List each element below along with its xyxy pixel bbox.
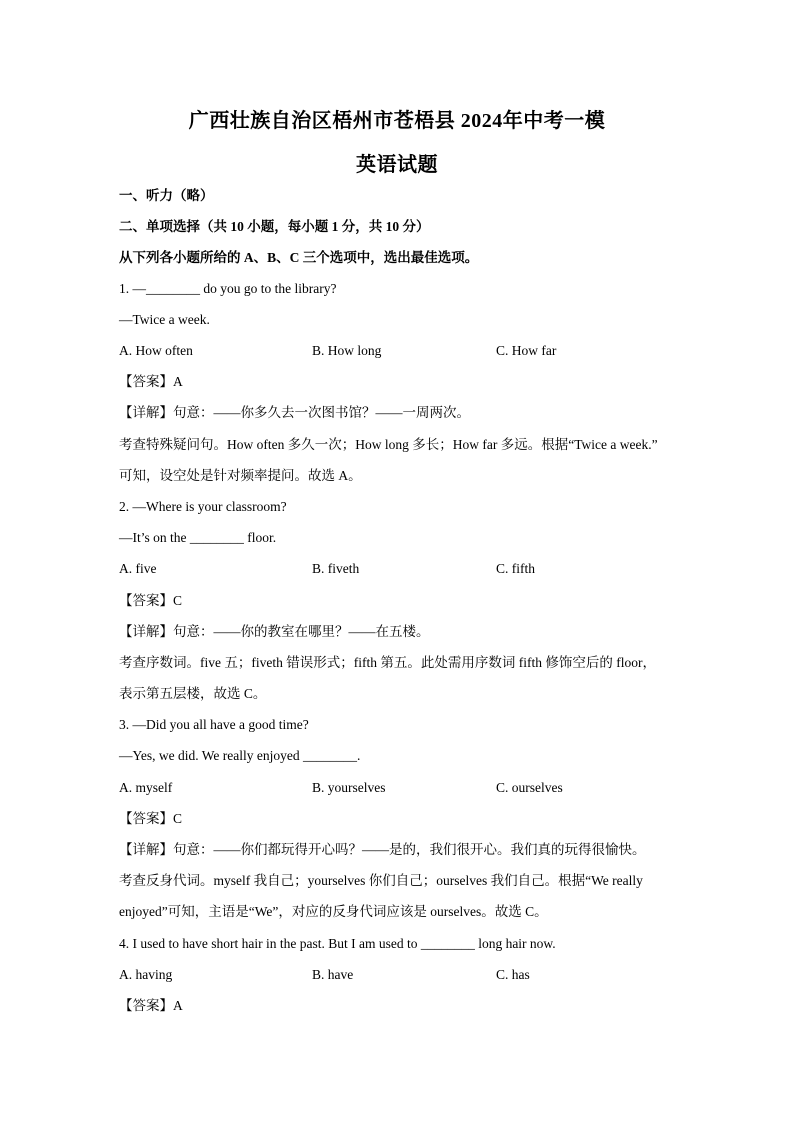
explanation-line: 考查序数词。five 五；fiveth 错误形式；fifth 第五。此处需用序数词 fifth 修饰空后的 floor， bbox=[119, 655, 656, 670]
explanation-line: 【详解】句意：——你们都玩得开心吗？——是的，我们很开心。我们真的玩得很愉快。 bbox=[119, 842, 646, 857]
option-b: B. How long bbox=[312, 343, 382, 358]
explanation-line: 可知，设空处是针对频率提问。故选 A。 bbox=[119, 468, 362, 483]
explanation-line: 【详解】句意：——你多久去一次图书馆？——一周两次。 bbox=[119, 405, 470, 420]
page-title: 广西壮族自治区梧州市苍梧县 2024年中考一模 bbox=[188, 110, 606, 132]
section-listening: 一、听力（略） bbox=[119, 188, 214, 203]
option-a: A. How often bbox=[119, 343, 193, 358]
option-a: A. having bbox=[119, 967, 173, 982]
option-c: C. How far bbox=[496, 343, 557, 358]
question-reply: —Twice a week. bbox=[119, 312, 210, 327]
answer-line: 【答案】C bbox=[119, 593, 183, 608]
option-c: C. ourselves bbox=[496, 780, 563, 795]
option-a: A. myself bbox=[119, 780, 173, 795]
answer-line: 【答案】A bbox=[119, 998, 183, 1013]
question-stem: 1. —________ do you go to the library? bbox=[119, 281, 337, 296]
explanation-line: 【详解】句意：——你的教室在哪里？——在五楼。 bbox=[119, 624, 430, 639]
explanation-line: 考查反身代词。myself 我自己；yourselves 你们自己；ourselves 我们自己。根据“We really bbox=[119, 873, 643, 888]
section-instruction: 从下列各小题所给的 A、B、C 三个选项中，选出最佳选项。 bbox=[119, 250, 479, 265]
explanation-line: 考查特殊疑问句。How often 多久一次；How long 多长；How far 多远。根据“Twice a week.” bbox=[119, 437, 658, 452]
option-c: C. has bbox=[496, 967, 530, 982]
explanation-line: 表示第五层楼，故选 C。 bbox=[119, 686, 267, 701]
option-c: C. fifth bbox=[496, 561, 535, 576]
option-a: A. five bbox=[119, 561, 157, 576]
page-subtitle: 英语试题 bbox=[356, 154, 438, 176]
answer-line: 【答案】A bbox=[119, 374, 183, 389]
option-b: B. have bbox=[312, 967, 354, 982]
option-b: B. fiveth bbox=[312, 561, 360, 576]
question-stem: 3. —Did you all have a good time? bbox=[119, 717, 309, 732]
question-reply: —It’s on the ________ floor. bbox=[119, 530, 277, 545]
question-reply: —Yes, we did. We really enjoyed ________. bbox=[119, 748, 361, 763]
question-stem: 2. —Where is your classroom? bbox=[119, 499, 287, 514]
question-stem: 4. I used to have short hair in the past. But I am used to ________ long hair now. bbox=[119, 936, 556, 951]
option-b: B. yourselves bbox=[312, 780, 386, 795]
answer-line: 【答案】C bbox=[119, 811, 183, 826]
explanation-line: enjoyed”可知，主语是“We”，对应的反身代词应该是 ourselves。故选 C。 bbox=[119, 904, 548, 919]
section-single-choice: 二、单项选择（共 10 小题，每小题 1 分，共 10 分） bbox=[119, 219, 430, 234]
